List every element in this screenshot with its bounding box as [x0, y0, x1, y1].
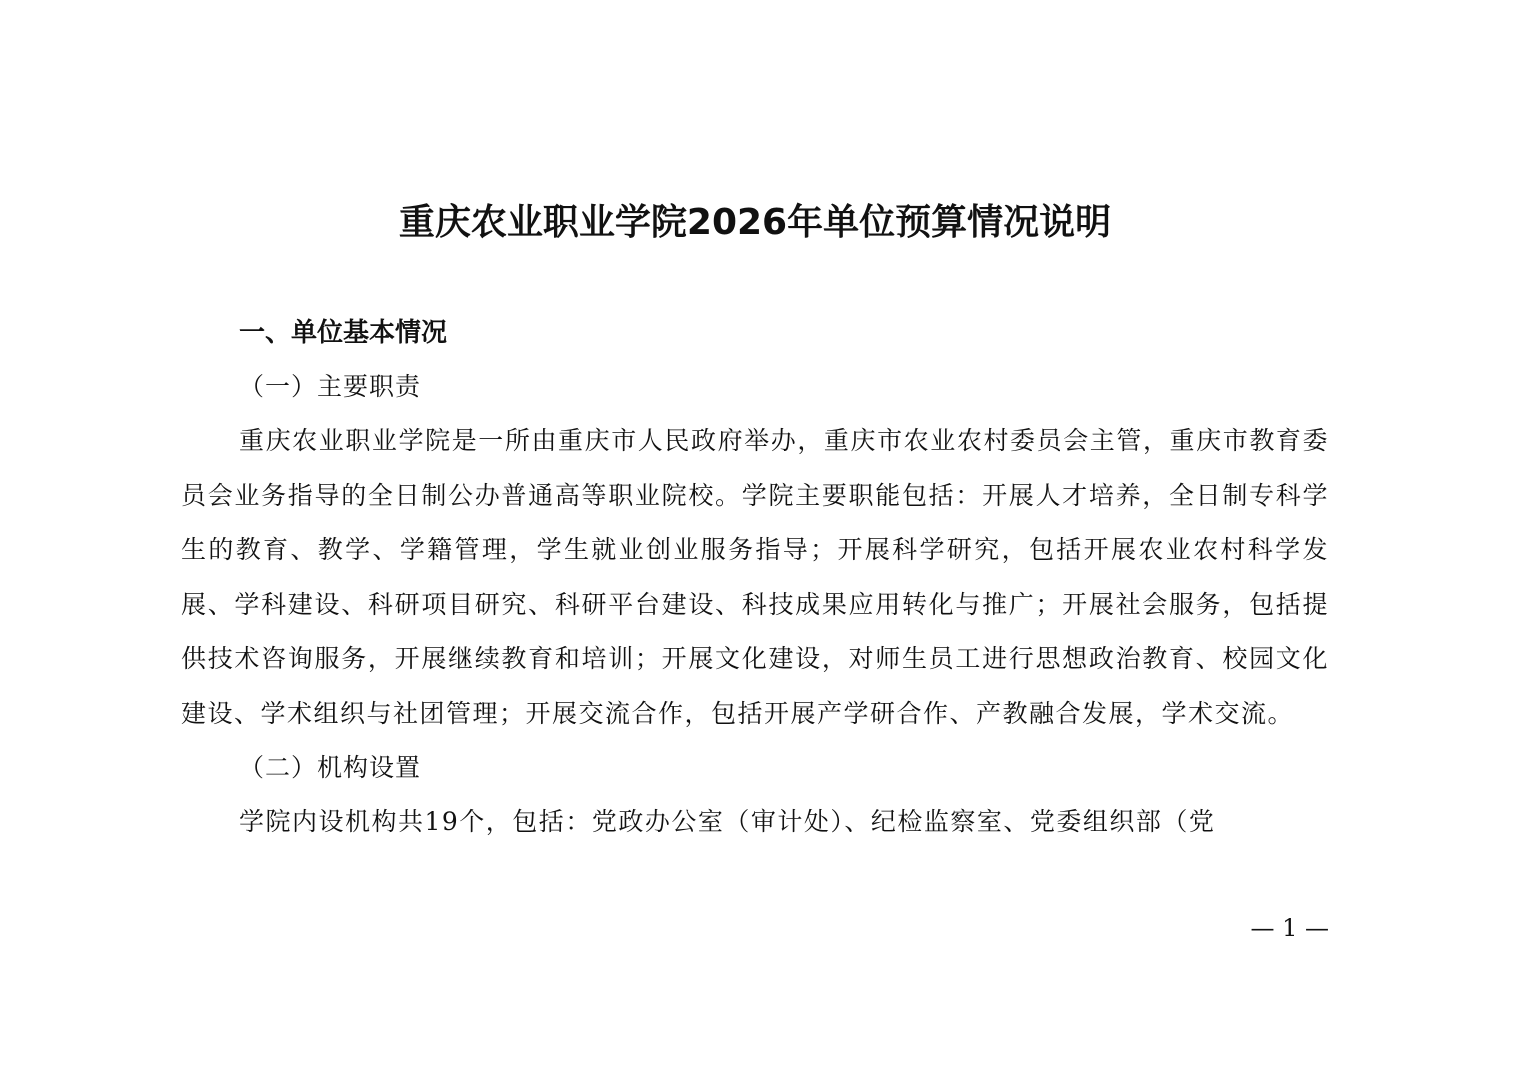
organization-paragraph: 学院内设机构共19个，包括：党政办公室（审计处）、纪检监察室、党委组织部（党 — [239, 807, 1216, 836]
section-heading: 一、单位基本情况 — [239, 318, 448, 348]
page-number: — 1 — — [1250, 914, 1329, 942]
duties-paragraph: 重庆农业职业学院是一所由重庆市人民政府举办，重庆市农业农村委员会主管，重庆市教育委员会业务指导的全日制公办普通高等职业院校。学院主要职能包括：开展人才培养，全日制专科学生的教育、教学、学籍管理，学生就业创业服务指导；开展科学研究，包括开展农业农村科学发展、学科建设、科研项目研究、科研平台建设、科技成果应用转化与推广；开展社会服务，包括提供技术咨询服务，开展继续教育和培训；开展文化建设，对师生员工进行思想政治教育、校园文化建设、学术组织与社团管理；开展交流合作，包括开展产学研合作、产教融合发展，学术交流。 — [181, 426, 1329, 728]
subsection-heading-organization: （二）机构设置 — [239, 753, 422, 782]
document-body — [181, 306, 1329, 850]
document-title: 重庆农业职业学院2026年单位预算情况说明 — [398, 202, 1112, 243]
subsection-heading-duties: （一）主要职责 — [239, 372, 422, 401]
